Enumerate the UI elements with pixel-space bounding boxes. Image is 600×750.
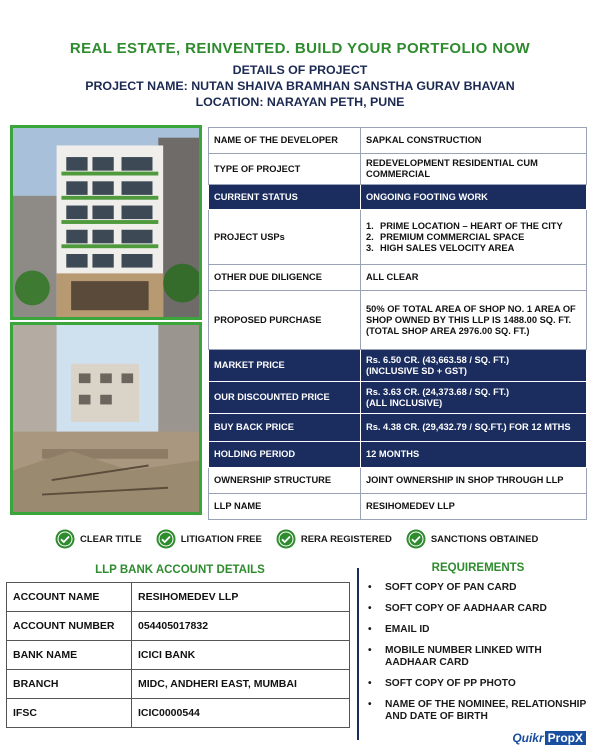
buyback-value: Rs. 4.38 CR. (29,432.79 / SQ.FT.) FOR 12 MTHS [361,414,587,442]
bank-row: ACCOUNT NUMBER 054405017832 [7,612,350,641]
status-label: CURRENT STATUS [209,185,361,210]
badge-label: SANCTIONS OBTAINED [430,533,539,545]
bullet-icon: • [368,678,372,689]
check-circle-icon [55,529,75,549]
construction-site-image [10,322,202,515]
discounted-label: OUR DISCOUNTED PRICE [209,382,361,414]
requirements-list [368,582,590,732]
market-value: Rs. 6.50 CR. (43,663.58 / SQ. FT.) (INCLUSIVE SD + GST) [361,350,587,382]
badge-label: LITIGATION FREE [180,533,262,545]
discounted-value: Rs. 3.63 CR. (24,373.68 / SQ. FT.) (ALL INCLUSIVE) [361,382,587,414]
requirement-item: • EMAIL ID [368,624,430,635]
bank-details-title: LLP BANK ACCOUNT DETAILS [95,564,265,576]
check-circle-icon [406,529,426,549]
tagline: REAL ESTATE, REINVENTED. BUILD YOUR PORTFOLIO NOW [69,40,531,57]
row-holding [209,442,587,468]
project-details-table [208,127,587,520]
row-ownership [209,468,587,494]
logo-part-1: Quikr [512,731,544,745]
usp-list [366,221,581,254]
verification-badges [55,528,575,550]
bullet-icon: • [368,699,372,710]
bank-row: BRANCH MIDC, ANDHERI EAST, MUMBAI [7,670,350,699]
usps-value [361,210,587,265]
row-purchase [209,291,587,350]
purchase-value: 50% OF TOTAL AREA OF SHOP NO. 1 AREA OF SHOP OWNED BY THIS LLP IS 1488.00 SQ. FT. (TOTAL SHOP AREA 2976.00 SQ. FT.) [361,291,587,350]
row-discounted-price [209,382,587,414]
ownership-value: JOINT OWNERSHIP IN SHOP THROUGH LLP [361,468,587,494]
type-value: REDEVELOPMENT RESIDENTIAL CUM COMMERCIAL [361,154,587,185]
buyback-label: BUY BACK PRICE [209,414,361,442]
purchase-label: PROPOSED PURCHASE [209,291,361,350]
ownership-label: OWNERSHIP STRUCTURE [209,468,361,494]
project-name: PROJECT NAME: NUTAN SHAIVA BRAMHAN SANSTHA GURAV BHAVAN [85,79,515,93]
requirements-title: REQUIREMENTS [431,562,525,574]
bullet-icon: • [368,624,372,635]
diligence-label: OTHER DUE DILIGENCE [209,265,361,291]
diligence-value: ALL CLEAR [361,265,587,291]
row-type [209,154,587,185]
building-render-image [10,125,202,320]
row-llp [209,494,587,520]
section-divider [357,568,359,740]
check-circle-icon [276,529,296,549]
developer-label: NAME OF THE DEVELOPER [209,128,361,154]
holding-label: HOLDING PERIOD [209,442,361,468]
requirement-item: • SOFT COPY OF PP PHOTO [368,678,516,689]
holding-value: 12 MONTHS [361,442,587,468]
requirement-item: • MOBILE NUMBER LINKED WITH AADHAAR CARD [368,645,542,668]
usps-label: PROJECT USPs [209,210,361,265]
usp-item: 2. PREMIUM COMMERCIAL SPACE [366,231,525,242]
badge-label: CLEAR TITLE [80,533,142,545]
row-developer [209,128,587,154]
subtitle: DETAILS OF PROJECT [232,63,368,77]
status-value: ONGOING FOOTING WORK [361,185,587,210]
usp-item: 1. PRIME LOCATION – HEART OF THE CITY [366,220,563,231]
usp-item: 3. HIGH SALES VELOCITY AREA [366,242,515,253]
bank-row: IFSC ICIC0000544 [7,699,350,728]
row-status [209,185,587,210]
badge-litigation-free [156,529,262,549]
bank-row: BANK NAME ICICI BANK [7,641,350,670]
badge-clear-title [55,529,142,549]
row-market-price [209,350,587,382]
project-location: LOCATION: NARAYAN PETH, PUNE [195,95,405,109]
llp-value: RESIHOMEDEV LLP [361,494,587,520]
row-usps [209,210,587,265]
market-label: MARKET PRICE [209,350,361,382]
logo-part-2: PropX [545,731,586,745]
llp-label: LLP NAME [209,494,361,520]
requirement-item: • NAME OF THE NOMINEE, RELATIONSHIP AND DATE OF BIRTH [368,699,587,722]
bank-row: ACCOUNT NAME RESIHOMEDEV LLP [7,583,350,612]
quikr-propx-logo [512,731,586,745]
page-header [0,40,600,110]
badge-label: RERA REGISTERED [300,533,392,545]
badge-sanctions-obtained [406,529,539,549]
bullet-icon: • [368,645,372,656]
requirement-item: • SOFT COPY OF AADHAAR CARD [368,603,547,614]
developer-value: SAPKAL CONSTRUCTION [361,128,587,154]
bank-details-table [6,582,350,728]
bullet-icon: • [368,582,372,593]
requirement-item: • SOFT COPY OF PAN CARD [368,582,517,593]
row-buyback [209,414,587,442]
type-label: TYPE OF PROJECT [209,154,361,185]
row-diligence [209,265,587,291]
check-circle-icon [156,529,176,549]
badge-rera-registered [276,529,392,549]
bullet-icon: • [368,603,372,614]
